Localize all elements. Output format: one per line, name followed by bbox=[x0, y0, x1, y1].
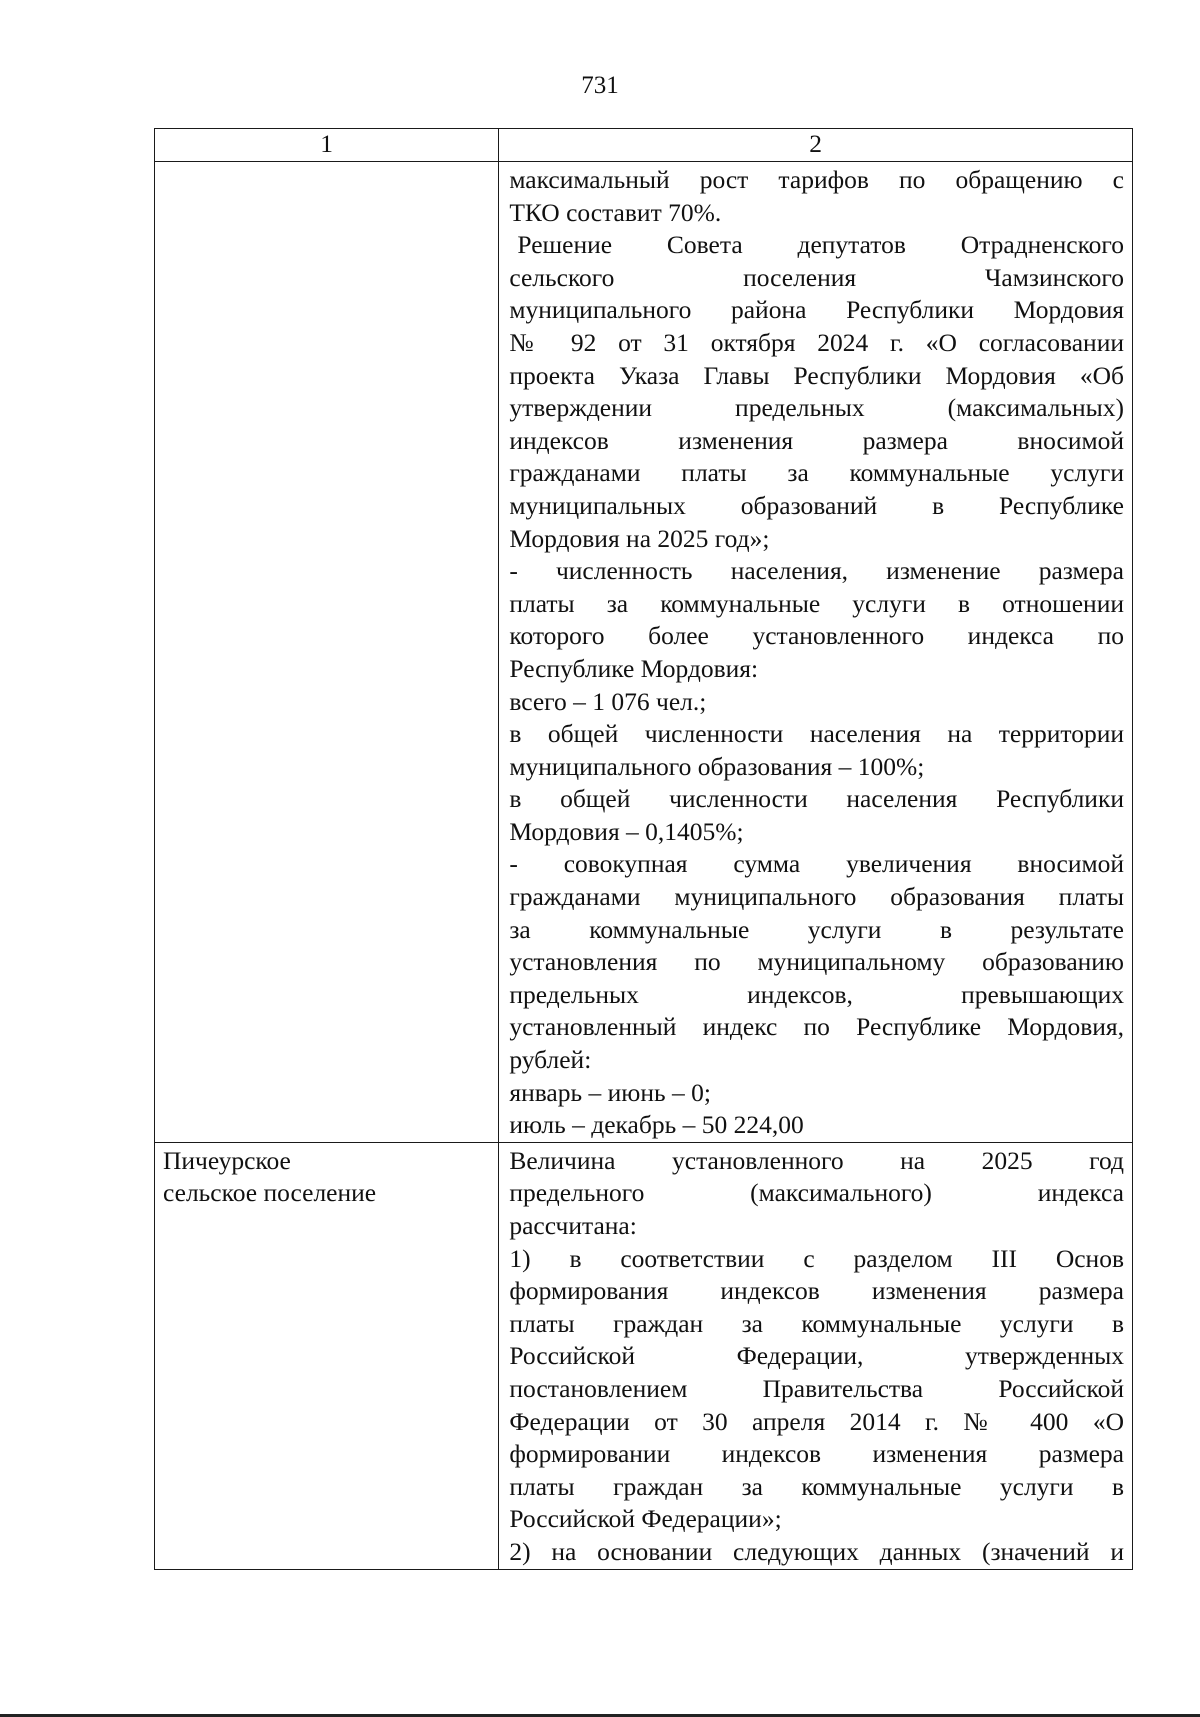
text-line: за коммунальные услуги в результате bbox=[509, 914, 1124, 944]
text-line: январь – июнь – 0; bbox=[509, 1077, 711, 1107]
text-line: Решение Совета депутатов Отрадненского bbox=[517, 230, 1124, 260]
text-line: Мордовия на 2025 год»; bbox=[509, 523, 770, 553]
row2-right-cell bbox=[499, 1142, 1133, 1569]
table-header-row bbox=[155, 129, 1133, 162]
column-header-1: 1 bbox=[155, 129, 499, 162]
text-line: формирования индексов изменения размера bbox=[509, 1276, 1124, 1306]
text-line: установления по муниципальному образованию bbox=[509, 947, 1124, 977]
text-line: платы граждан за коммунальные услуги в bbox=[509, 1308, 1124, 1338]
text-line: Пичеурское bbox=[163, 1145, 291, 1175]
text-line: максимальный рост тарифов по обращению с bbox=[509, 165, 1124, 194]
text-line: Российской Федерации, утвержденных bbox=[509, 1341, 1124, 1371]
text-line: рублей: bbox=[509, 1045, 592, 1075]
text-line: постановлением Правительства Российской bbox=[509, 1373, 1124, 1403]
text-line: муниципального образования – 100%; bbox=[509, 751, 925, 781]
text-line: предельного (максимального) индекса bbox=[509, 1178, 1124, 1208]
text-line: в общей численности населения Республики bbox=[509, 784, 1124, 814]
text-line: № 92 от 31 октября 2024 г. «О согласовании bbox=[509, 327, 1124, 357]
row2-left-cell bbox=[155, 1142, 499, 1569]
text-line: утверждении предельных (максимальных) bbox=[509, 393, 1124, 423]
row1-right-cell bbox=[499, 162, 1133, 1143]
table-row bbox=[155, 1142, 1133, 1569]
text-line: июль – декабрь – 50 224,00 bbox=[509, 1110, 804, 1140]
text-line: муниципальных образований в Республике bbox=[509, 490, 1124, 520]
row1-description bbox=[509, 164, 1124, 1142]
text-line: муниципального района Республики Мордовия bbox=[509, 295, 1124, 325]
text-line: формировании индексов изменения размера bbox=[509, 1439, 1124, 1469]
text-line: которого более установленного индекса по bbox=[509, 621, 1124, 651]
text-line: рассчитана: bbox=[509, 1211, 637, 1240]
text-line: Федерации от 30 апреля 2014 г. № 400 «О bbox=[509, 1406, 1124, 1436]
document-table bbox=[154, 128, 1133, 1570]
text-line: платы за коммунальные услуги в отношении bbox=[509, 588, 1124, 618]
page-number: 731 bbox=[581, 72, 619, 99]
text-line: Республике Мордовия: bbox=[509, 653, 759, 683]
text-line: проекта Указа Главы Республики Мордовия «Об bbox=[509, 360, 1124, 390]
text-line: Мордовия – 0,1405%; bbox=[509, 816, 744, 846]
column-header-2: 2 bbox=[499, 129, 1133, 162]
text-line: сельского поселения Чамзинского bbox=[509, 262, 1124, 292]
text-line: Российской Федерации»; bbox=[509, 1504, 782, 1534]
text-line: 2) на основании следующих данных (значений и bbox=[509, 1536, 1124, 1566]
row1-left-cell bbox=[155, 162, 499, 1143]
text-line: гражданами платы за коммунальные услуги bbox=[509, 458, 1124, 488]
text-line: установленный индекс по Республике Мордовия, bbox=[509, 1012, 1124, 1042]
text-line: сельское поселение bbox=[163, 1178, 377, 1208]
text-line: индексов изменения размера вносимой bbox=[509, 425, 1124, 455]
text-line: всего – 1 076 чел.; bbox=[509, 686, 707, 716]
text-line: 1) в соответствии с разделом III Основ bbox=[509, 1243, 1124, 1273]
text-line: - численность населения, изменение размера bbox=[509, 556, 1124, 586]
text-line: Величина установленного на 2025 год bbox=[509, 1145, 1124, 1175]
table-row bbox=[155, 162, 1133, 1143]
row2-description bbox=[509, 1145, 1124, 1569]
text-line: предельных индексов, превышающих bbox=[509, 979, 1124, 1009]
text-line: в общей численности населения на территории bbox=[509, 719, 1124, 749]
text-line: - совокупная сумма увеличения вносимой bbox=[509, 849, 1124, 879]
text-line: ТКО составит 70%. bbox=[509, 197, 722, 227]
text-line: платы граждан за коммунальные услуги в bbox=[509, 1471, 1124, 1501]
text-line: гражданами муниципального образования платы bbox=[509, 882, 1124, 912]
row2-municipality bbox=[163, 1145, 492, 1210]
